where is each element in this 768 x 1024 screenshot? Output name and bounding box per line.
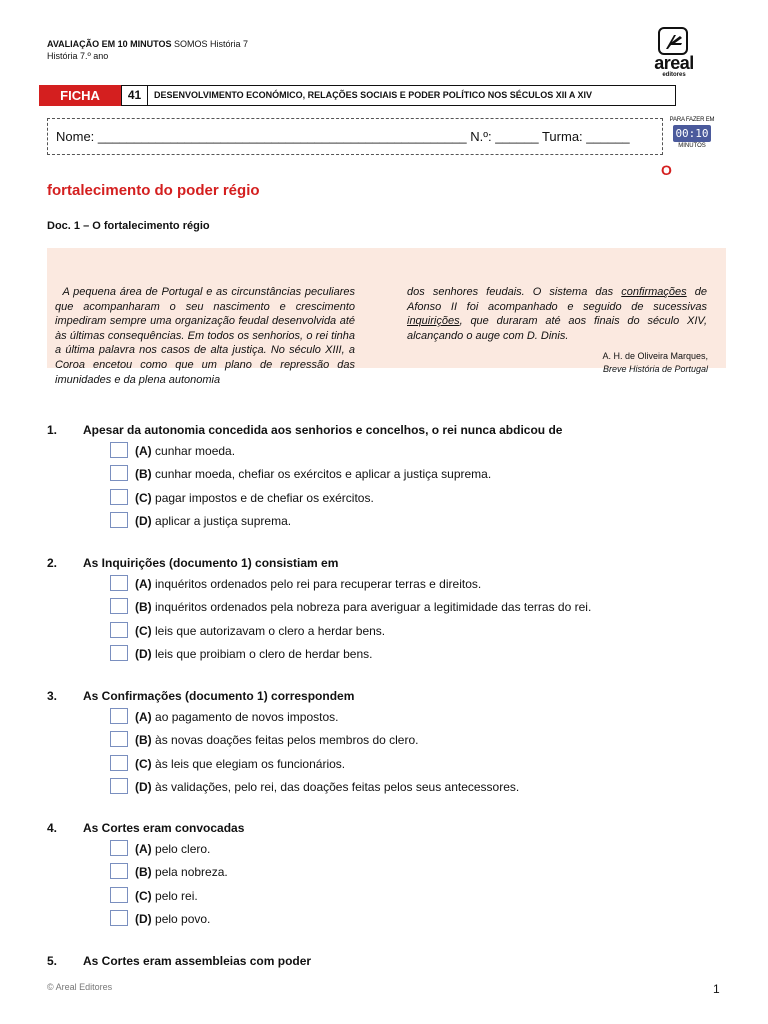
answer-checkbox[interactable] (110, 863, 128, 879)
option-label (135, 465, 491, 483)
answer-checkbox[interactable] (110, 755, 128, 771)
option-text: ao pagamento de novos impostos. (155, 710, 339, 724)
ficha-title: DESENVOLVIMENTO ECONÓMICO, RELAÇÕES SOCIAIS E PODER POLÍTICO NOS SÉCULOS XII A XIV (148, 85, 676, 106)
option-letter: (D) (135, 646, 152, 661)
question-1 (47, 423, 562, 437)
question-3 (47, 689, 354, 703)
option-text: inquéritos ordenados pelo rei para recuperar terras e direitos. (155, 577, 482, 591)
timer-top-label: PARA FAZER EM (669, 117, 715, 123)
option-letter: (B) (135, 600, 152, 615)
option-text: pelo povo. (155, 911, 211, 926)
answer-checkbox[interactable] (110, 887, 128, 903)
logo-mark-icon (658, 27, 688, 55)
option-label (135, 708, 338, 726)
logo-word: areal (654, 53, 694, 73)
option-letter: (D) (135, 911, 152, 926)
question-number: 5. (47, 954, 58, 968)
question-number: 3. (47, 689, 58, 703)
option-label (135, 598, 591, 616)
question-4 (47, 821, 244, 835)
option-text: às novas doações feitas pelos membros do clero. (155, 733, 419, 748)
document-source (407, 350, 708, 376)
page-number: 1 (713, 982, 720, 996)
footer-copyright: © Areal Editores (47, 982, 113, 992)
answer-checkbox[interactable] (110, 465, 128, 481)
document-column-2 (407, 285, 707, 343)
option-letter: (C) (135, 490, 152, 505)
document-col2-text-a: dos senhores feudais. O sistema das (407, 286, 622, 298)
section-marker: O (661, 162, 672, 178)
answer-checkbox[interactable] (110, 708, 128, 724)
answer-checkbox[interactable] (110, 622, 128, 638)
answer-checkbox[interactable] (110, 598, 128, 614)
answer-checkbox[interactable] (110, 910, 128, 926)
option-text: às validações, pelo rei, das doações feitas pelos seus antecessores. (155, 779, 520, 794)
option-label (135, 778, 519, 796)
option-label (135, 442, 235, 460)
document-title: Doc. 1 – O fortalecimento régio (47, 220, 210, 232)
question-text: As Cortes eram convocadas (83, 821, 245, 835)
question-text: Apesar da autonomia concedida aos senhorios e concelhos, o rei nunca abdicou de (83, 423, 563, 437)
option-label (135, 910, 210, 928)
document-col1-text: A pequena área de Portugal e as circunstâncias peculiares que acompanharam o seu nascimento e crescimento impediram sempre uma organização feudal desenvolvida até às últimas consequências. Em todos os senhorios, o rei tinha a última palavra nos casos de alta justiça. No século XIII, a Coroa encetou como que um plano de repressão das imunidades e da plena autonomia (55, 286, 355, 386)
ficha-label: FICHA (39, 85, 121, 106)
question-text: As Confirmações (documento 1) correspondem (83, 689, 355, 703)
option-letter: (D) (135, 513, 152, 528)
option-label (135, 863, 228, 881)
option-letter: (D) (135, 779, 152, 794)
option-label (135, 887, 198, 905)
document-term-inquiricoes: inquirições (407, 315, 460, 328)
document-author: A. H. de Oliveira Marques, (602, 351, 708, 361)
option-letter: (B) (135, 467, 152, 482)
option-label (135, 731, 419, 749)
option-letter: (A) (135, 444, 152, 458)
timer-clock-icon: 00:10 (673, 125, 711, 142)
assessment-label: AVALIAÇÃO EM 10 MINUTOS (47, 39, 172, 49)
question-text: As Cortes eram assembleias com poder (83, 954, 312, 968)
answer-checkbox[interactable] (110, 645, 128, 661)
document-term-confirmacoes: confirmações (621, 286, 687, 298)
question-number: 1. (47, 423, 58, 437)
option-letter: (C) (135, 888, 152, 903)
question-2 (47, 556, 338, 570)
option-letter: (B) (135, 865, 152, 880)
option-label (135, 575, 481, 593)
answer-checkbox[interactable] (110, 442, 128, 458)
option-text: pagar impostos e de chefiar os exércitos. (155, 490, 374, 505)
timer-bottom-label: MINUTOS (678, 143, 706, 149)
option-text: pela nobreza. (155, 865, 228, 880)
option-letter: (C) (135, 756, 152, 771)
areal-logo (646, 27, 702, 77)
option-text: pelo rei. (155, 888, 198, 903)
option-label (135, 622, 385, 640)
option-text: cunhar moeda. (155, 444, 236, 458)
document-book: Breve História de Portugal (602, 364, 708, 374)
header-line (47, 39, 248, 50)
option-text: leis que autorizavam o clero a herdar bens. (155, 623, 386, 638)
option-text: aplicar a justiça suprema. (155, 513, 292, 528)
option-label (135, 512, 291, 530)
document-col2-text-c: , que duraram até aos finais do século XIV, alcançando o auge com D. Dinis. (407, 315, 707, 342)
option-text: às leis que elegiam os funcionários. (155, 756, 346, 771)
logo-subword: editores (662, 72, 686, 78)
ficha-number: 41 (121, 85, 148, 106)
answer-checkbox[interactable] (110, 575, 128, 591)
answer-checkbox[interactable] (110, 840, 128, 856)
document-column-1 (55, 285, 355, 387)
option-label (135, 755, 345, 773)
question-number: 2. (47, 556, 58, 570)
option-letter: (B) (135, 733, 152, 748)
student-info-field[interactable]: Nome: ___________________________________________________ N.º: ______ Turma: ______ (47, 118, 663, 155)
option-letter: (A) (135, 842, 152, 856)
collection-label: SOMOS História 7 (174, 39, 249, 49)
option-letter: (A) (135, 710, 152, 724)
question-5 (47, 954, 311, 968)
question-text: As Inquirições (documento 1) consistiam em (83, 556, 339, 570)
option-letter: (C) (135, 623, 152, 638)
subject-label: História 7.º ano (47, 51, 109, 61)
option-label (135, 840, 210, 858)
option-text: inquéritos ordenados pela nobreza para averiguar a legitimidade das terras do rei. (155, 600, 592, 615)
answer-checkbox[interactable] (110, 731, 128, 747)
section-title: fortalecimento do poder régio (47, 182, 260, 199)
option-label (135, 489, 374, 507)
question-number: 4. (47, 821, 58, 835)
answer-checkbox[interactable] (110, 489, 128, 505)
answer-checkbox[interactable] (110, 778, 128, 794)
option-text: pelo clero. (155, 842, 211, 856)
answer-checkbox[interactable] (110, 512, 128, 528)
option-label (135, 645, 372, 663)
timer-badge (668, 116, 716, 156)
document-col2-text-b: de Afonso II foi acompanhado e seguido de sucessivas (407, 286, 707, 313)
option-letter: (A) (135, 577, 152, 591)
option-text: cunhar moeda, chefiar os exércitos e aplicar a justiça suprema. (155, 467, 492, 482)
option-text: leis que proibiam o clero de herdar bens. (155, 646, 373, 661)
